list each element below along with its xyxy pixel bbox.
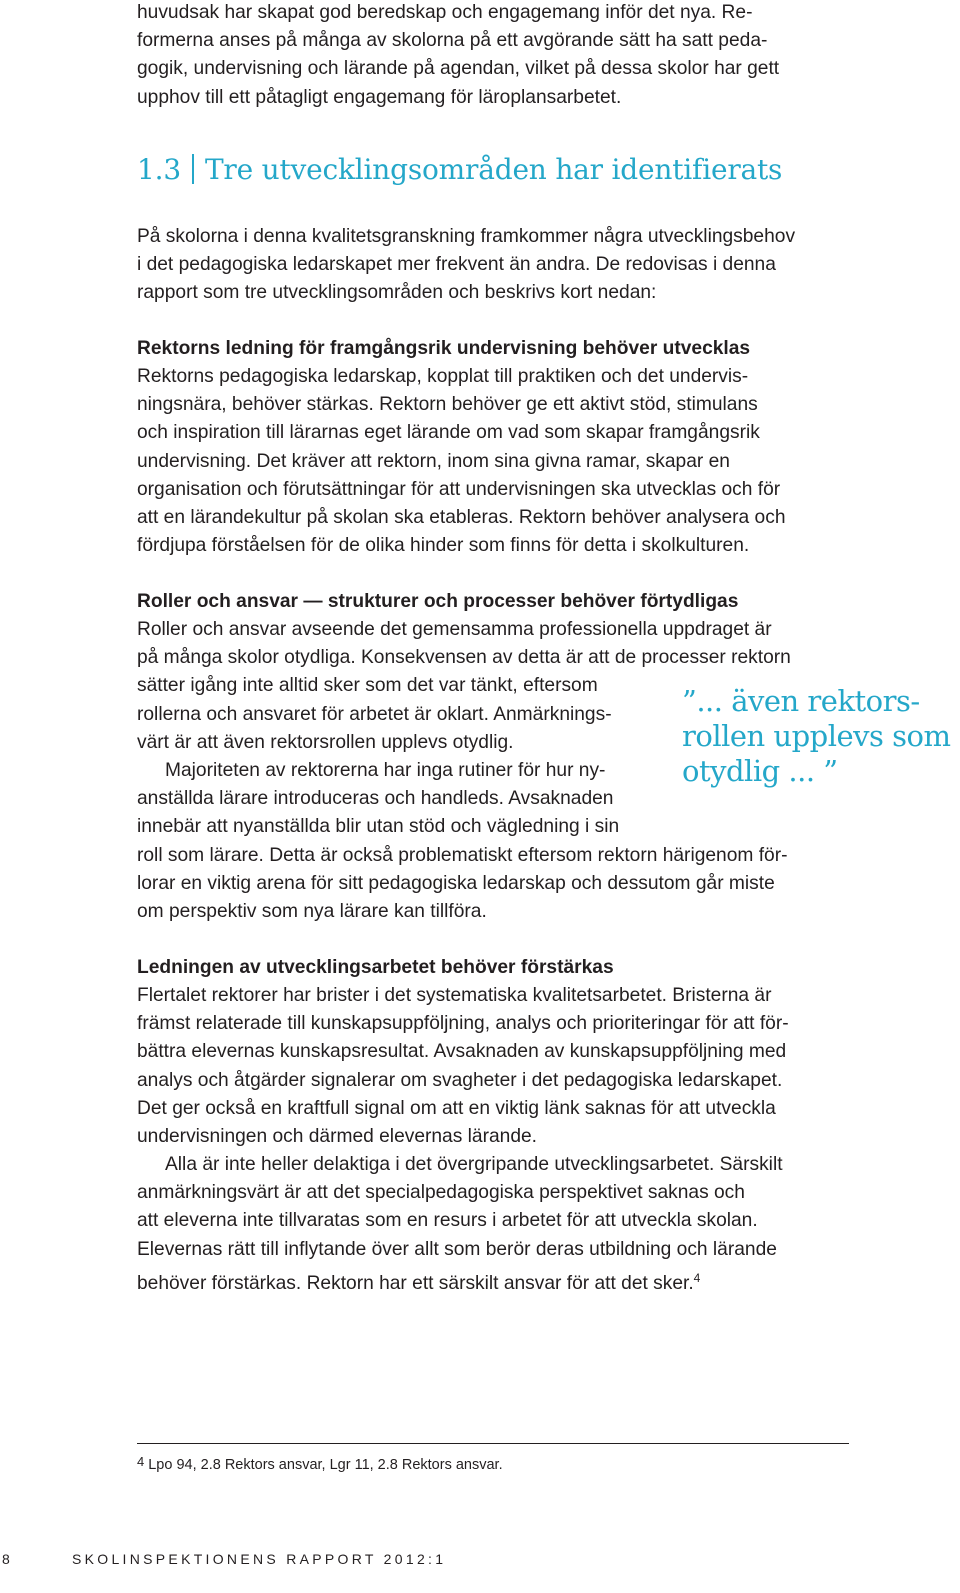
area2-heading: Roller och ansvar — strukturer och processer behöver förtydligas bbox=[137, 591, 739, 612]
section-number: 1.3 bbox=[137, 153, 181, 186]
section-heading bbox=[137, 153, 782, 186]
area2-paragraph-1: Roller och ansvar avseende det gemensamma professionella uppdraget är på många skolor otydliga. Konsekvensen av detta är att de processer rektorn sätter igång inte alltid sker som det var tänkt, eftersom rollerna och ansvaret för arbetet är oklart. Anmärknings- värt är att även rektorsrollen upplevs otydlig. bbox=[137, 619, 791, 753]
area3-paragraph-1: Flertalet rektorer har brister i det systematiska kvalitetsarbetet. Bristerna är främst relaterade till kunskapsuppföljning, analys och prioriteringar för att för- bättra elevernas kunskapsresultat. Avsaknaden av kunskapsuppföljning med analys och åtgärder signalerar om svagheter i det pedagogiska ledarskapet. Det ger också en kraftfull signal om att en viktig länk saknas för att utveckla undervisningen och därmed elevernas lärande. bbox=[137, 985, 789, 1148]
section-title: Tre utvecklingsområden har identifierats bbox=[204, 153, 783, 186]
area3-heading: Ledningen av utvecklingsarbetet behöver förstärkas bbox=[137, 957, 614, 978]
heading-separator bbox=[192, 154, 194, 184]
page-number: 8 bbox=[2, 1551, 10, 1567]
area2-paragraph-2: Majoriteten av rektorerna har inga rutiner för hur ny- anställda lärare introduceras och handleds. Avsaknaden innebär att nyanställda blir utan stöd och vägledning i sin roll som lärare. Detta är också problematiskt eftersom rektorn härigenom för- lorar en viktig arena för sitt pedagogiska ledarskap och dessutom går miste om perspektiv som nya lärare kan tillföra. bbox=[137, 760, 788, 923]
footnote-number: 4 bbox=[137, 1454, 145, 1469]
area1-heading: Rektorns ledning för framgångsrik undervisning behöver utvecklas bbox=[137, 338, 751, 359]
footnote bbox=[137, 1452, 503, 1475]
footnote-text: Lpo 94, 2.8 Rektors ansvar, Lgr 11, 2.8 Rektors ansvar. bbox=[148, 1457, 503, 1473]
running-title: SKOLINSPEKTIONENS RAPPORT 2012:1 bbox=[72, 1551, 447, 1567]
area1-paragraph: Rektorns pedagogiska ledarskap, kopplat till praktiken och det undervis- ningsnära, behöver stärkas. Rektorn behöver ge ett aktivt stöd, stimulans och inspiration till lärarnas eget lärande om vad som skapar framgångsrik undervisning. Det kräver att rektorn, inom sina givna ramar, skapar en organisation och förutsättningar för att undervisningen ska utvecklas och för att en lärandekultur på skolan ska etableras. Rektorn behöver analysera och fördjupa förståelsen för de olika hinder som finns för detta i skolkulturen. bbox=[137, 366, 786, 557]
area3-paragraph-2: Alla är inte heller delaktiga i det övergripande utvecklingsarbetet. Särskilt anmärkningsvärt är att det specialpedagogiska perspektivet saknas och att eleverna inte tillvaratas som en resurs i arbetet för att utveckla skolan. Elevernas rätt till inflytande över allt som berör deras utbildning och lärande behöver förstärkas. Rektorn har ett särskilt ansvar för att det sker.$^4$ bbox=[137, 1154, 783, 1294]
section-intro-paragraph: På skolorna i denna kvalitetsgranskning framkommer några utvecklingsbehov i det pedagogiska ledarskapet mer frekvent än andra. De redovisas i denna rapport som tre utvecklingsområden och beskrivs kort nedan: bbox=[137, 226, 796, 304]
footnote-reference[interactable]: 4 bbox=[693, 1270, 701, 1285]
footnote-divider bbox=[137, 1443, 849, 1444]
intro-paragraph: huvudsak har skapat god beredskap och engagemang inför det nya. Re- formerna anses på många av skolorna på ett avgörande sätt ha satt peda- gogik, undervisning och lärande på agendan, vilket på dessa skolor har gett upphov till ett påtagligt engagemang för läroplansarbetet. bbox=[137, 2, 780, 108]
pull-quote: ”... även rektors- rollen upplevs som otydlig ... ” bbox=[682, 684, 951, 788]
